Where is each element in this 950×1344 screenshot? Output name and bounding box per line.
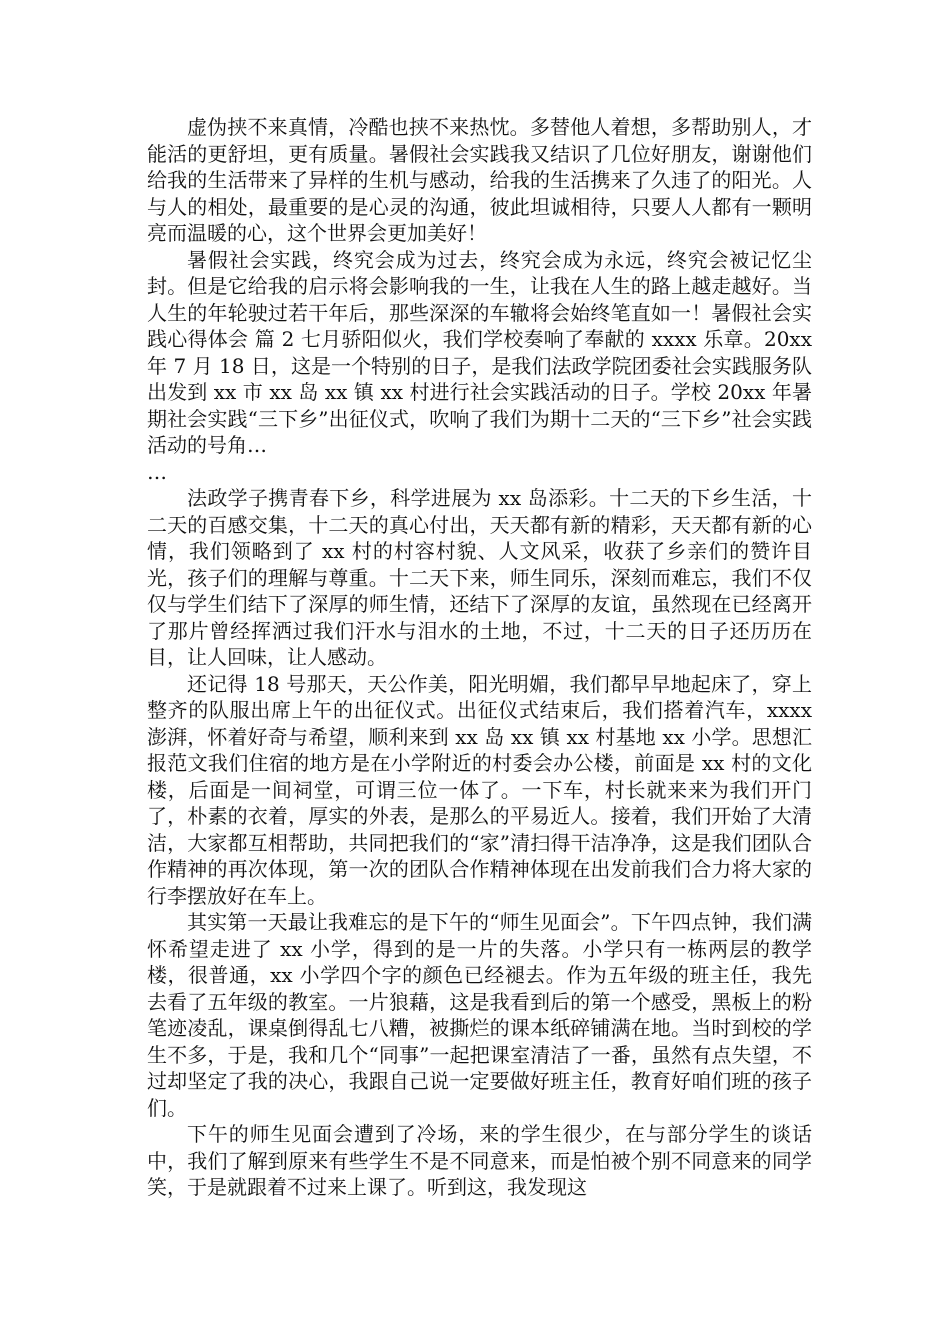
document-body [147, 114, 812, 1201]
paragraph-5: 其实第一天最让我难忘的是下午的“师生见面会”。下午四点钟，我们满怀希望走进了 xx 小学，得到的是一片的失落。小学只有一栋两层的教学楼，很普通，xx 小学四个字的颜色已经褪去。作为五年级的班主任，我先去看了五年级的教室。一片狼藉，这是我看到后的第一个感受，黑板上的粉笔迹凌乱，课桌倒得乱七八糟，被撕烂的课本纸碎铺满在地。当时到校的学生不多，于是，我和几个“同事”一起把课室清洁了一番，虽然有点失望，不过却坚定了我的决心，我跟自己说一定要做好班主任，教育好咱们班的孩子们。 [147, 910, 812, 1120]
paragraph-1: 虚伪挟不来真情，冷酷也挟不来热忱。多替他人着想，多帮助别人，才能活的更舒坦，更有质量。暑假社会实践我又结识了几位好朋友，谢谢他们给我的生活带来了异样的生机与感动，给我的生活携来了久违了的阳光。人与人的相处，最重要的是心灵的沟通，彼此坦诚相待，只要人人都有一颗明亮而温暖的心，这个世界会更加美好！ [147, 115, 812, 245]
paragraph-2: 暑假社会实践，终究会成为过去，终究会成为永远，终究会被记忆尘封。但是它给我的启示将会影响我的一生，让我在人生的路上越走越好。当人生的年轮驶过若干年后，那些深深的车辙将会始终笔直如一！暑假社会实践心得体会 篇 2 七月骄阳似火，我们学校奏响了奉献的 xxxx 乐章。20xx 年 7 月 18 日，这是一个特别的日子，是我们法政学院团委社会实践服务队出发到 xx 市 xx 岛 xx 镇 xx 村进行社会实践活动的日子。学校 20xx 年暑期社会实践“三下乡”出征仪式，吹响了我们为期十二天的“三下乡”社会实践活动的号角… [147, 247, 812, 457]
paragraph-2-continuation: … [147, 459, 167, 484]
paragraph-3: 法政学子携青春下乡，科学进展为 xx 岛添彩。十二天的下乡生活，十二天的百感交集，十二天的真心付出，天天都有新的精彩，天天都有新的心情，我们领略到了 xx 村的村容村貌、人文风采，收获了乡亲们的赞许目光，孩子们的理解与尊重。十二天下来，师生同乐，深刻而难忘，我们不仅仅与学生们结下了深厚的师生情，还结下了深厚的友谊，虽然现在已经离开了那片曾经挥洒过我们汗水与泪水的土地，不过，十二天的日子还历历在目，让人回味，让人感动。 [147, 486, 812, 669]
paragraph-6: 下午的师生见面会遭到了冷场，来的学生很少，在与部分学生的谈话中，我们了解到原来有些学生不是不同意来，而是怕被个别不同意来的同学笑，于是就跟着不过来上课了。听到这，我发现这 [147, 1122, 812, 1199]
paragraph-4: 还记得 18 号那天，天公作美，阳光明媚，我们都早早地起床了，穿上整齐的队服出席上午的出征仪式。出征仪式结束后，我们搭着汽车，xxxx 澎湃，怀着好奇与希望，顺利来到 xx 岛 xx 镇 xx 村基地 xx 小学。思想汇报范文我们住宿的地方是在小学附近的村委会办公楼，前面是 xx 村的文化楼，后面是一间祠堂，可谓三位一体了。一下车，村长就来来为我们开门了，朴素的衣着，厚实的外表，是那么的平易近人。接着，我们开始了大清洁，大家都互相帮助，共同把我们的“家”清扫得干洁净净，这是我们团队合作精神的再次体现，第一次的团队合作精神体现在出发前我们合力将大家的行李摆放好在车上。 [147, 671, 812, 908]
